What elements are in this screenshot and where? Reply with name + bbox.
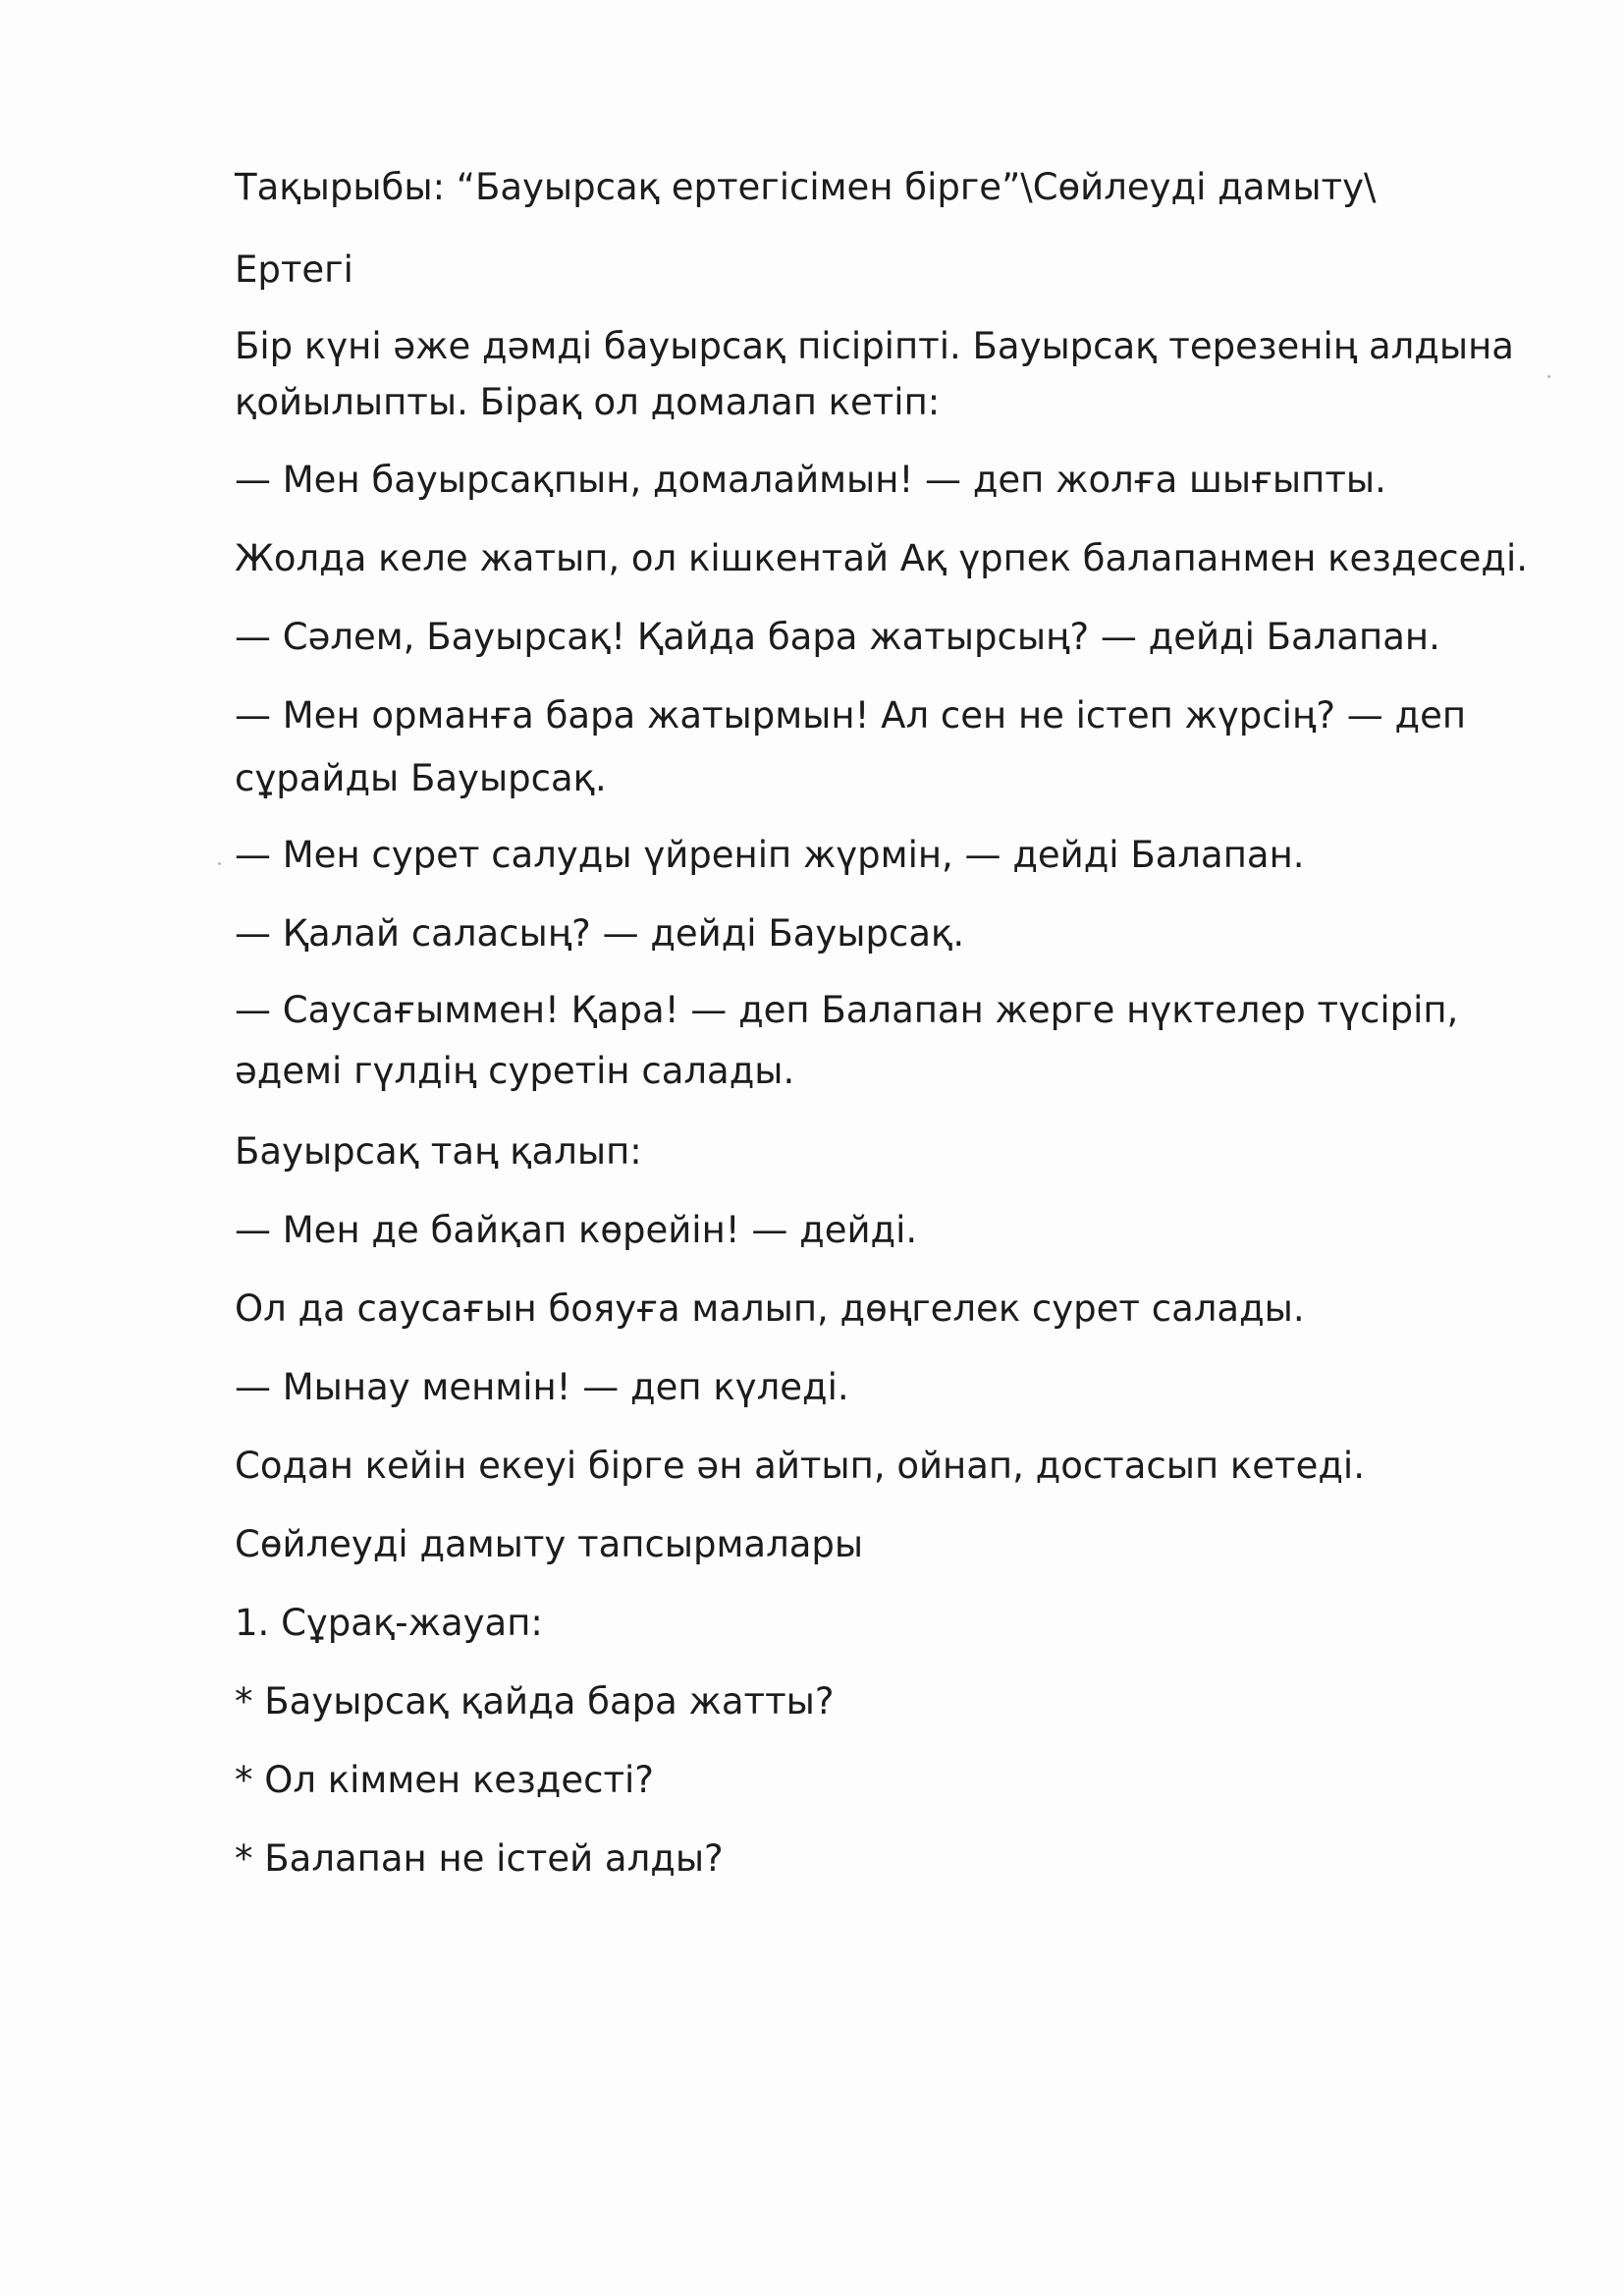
story-paragraph-10: — Мен де байқап көрейін! — дейді. (235, 1209, 918, 1251)
story-paragraph-4: — Сәлем, Бауырсақ! Қайда бара жатырсың? — дейді Балапан. (235, 616, 1440, 658)
scan-speck (218, 862, 221, 865)
task-1-title: 1. Сұрақ-жауап: (235, 1602, 543, 1644)
question-1: * Бауырсақ қайда бара жатты? (235, 1680, 835, 1722)
story-paragraph-5-line-2: сұрайды Бауырсақ. (235, 757, 607, 799)
question-3: * Балапан не істей алды? (235, 1837, 724, 1880)
story-paragraph-5-line-1: — Мен орманға бара жатырмын! Ал сен не істеп жүрсің? — деп (235, 694, 1467, 737)
story-paragraph-11: Ол да саусағын бояуға малып, дөңгелек сурет салады. (235, 1287, 1305, 1330)
story-paragraph-6: — Мен сурет салуды үйреніп жүрмін, — дейді Балапан. (235, 834, 1305, 876)
story-paragraph-8-line-2: әдемі гүлдің суретін салады. (235, 1050, 795, 1092)
story-heading: Ертегі (235, 248, 353, 291)
story-paragraph-3: Жолда келе жатып, ол кішкентай Ақ үрпек балапанмен кездеседі. (235, 537, 1529, 579)
story-paragraph-13: Содан кейін екеуі бірге ән айтып, ойнап, достасып кетеді. (235, 1445, 1365, 1487)
story-paragraph-1-line-1: Бір күні әже дәмді бауырсақ пісіріпті. Бауырсақ терезенің алдына (235, 325, 1514, 367)
document-title: Тақырыбы: “Бауырсақ ертегісімен бірге”\Сөйлеуді дамыту\ (235, 166, 1377, 208)
story-paragraph-9: Бауырсақ таң қалып: (235, 1130, 642, 1173)
story-paragraph-1-line-2: қойылыпты. Бірақ ол домалап кетіп: (235, 381, 941, 423)
story-paragraph-8-line-1: — Саусағыммен! Қара! — деп Балапан жерге нүктелер түсіріп, (235, 989, 1459, 1031)
scan-speck (1547, 375, 1550, 378)
question-2: * Ол кіммен кездесті? (235, 1759, 654, 1801)
tasks-heading: Сөйлеуді дамыту тапсырмалары (235, 1523, 864, 1565)
story-paragraph-2: — Мен бауырсақпын, домалаймын! — деп жолға шығыпты. (235, 459, 1386, 501)
story-paragraph-12: — Мынау менмін! — деп күледі. (235, 1366, 849, 1408)
story-paragraph-7: — Қалай саласың? — дейді Бауырсақ. (235, 912, 965, 955)
